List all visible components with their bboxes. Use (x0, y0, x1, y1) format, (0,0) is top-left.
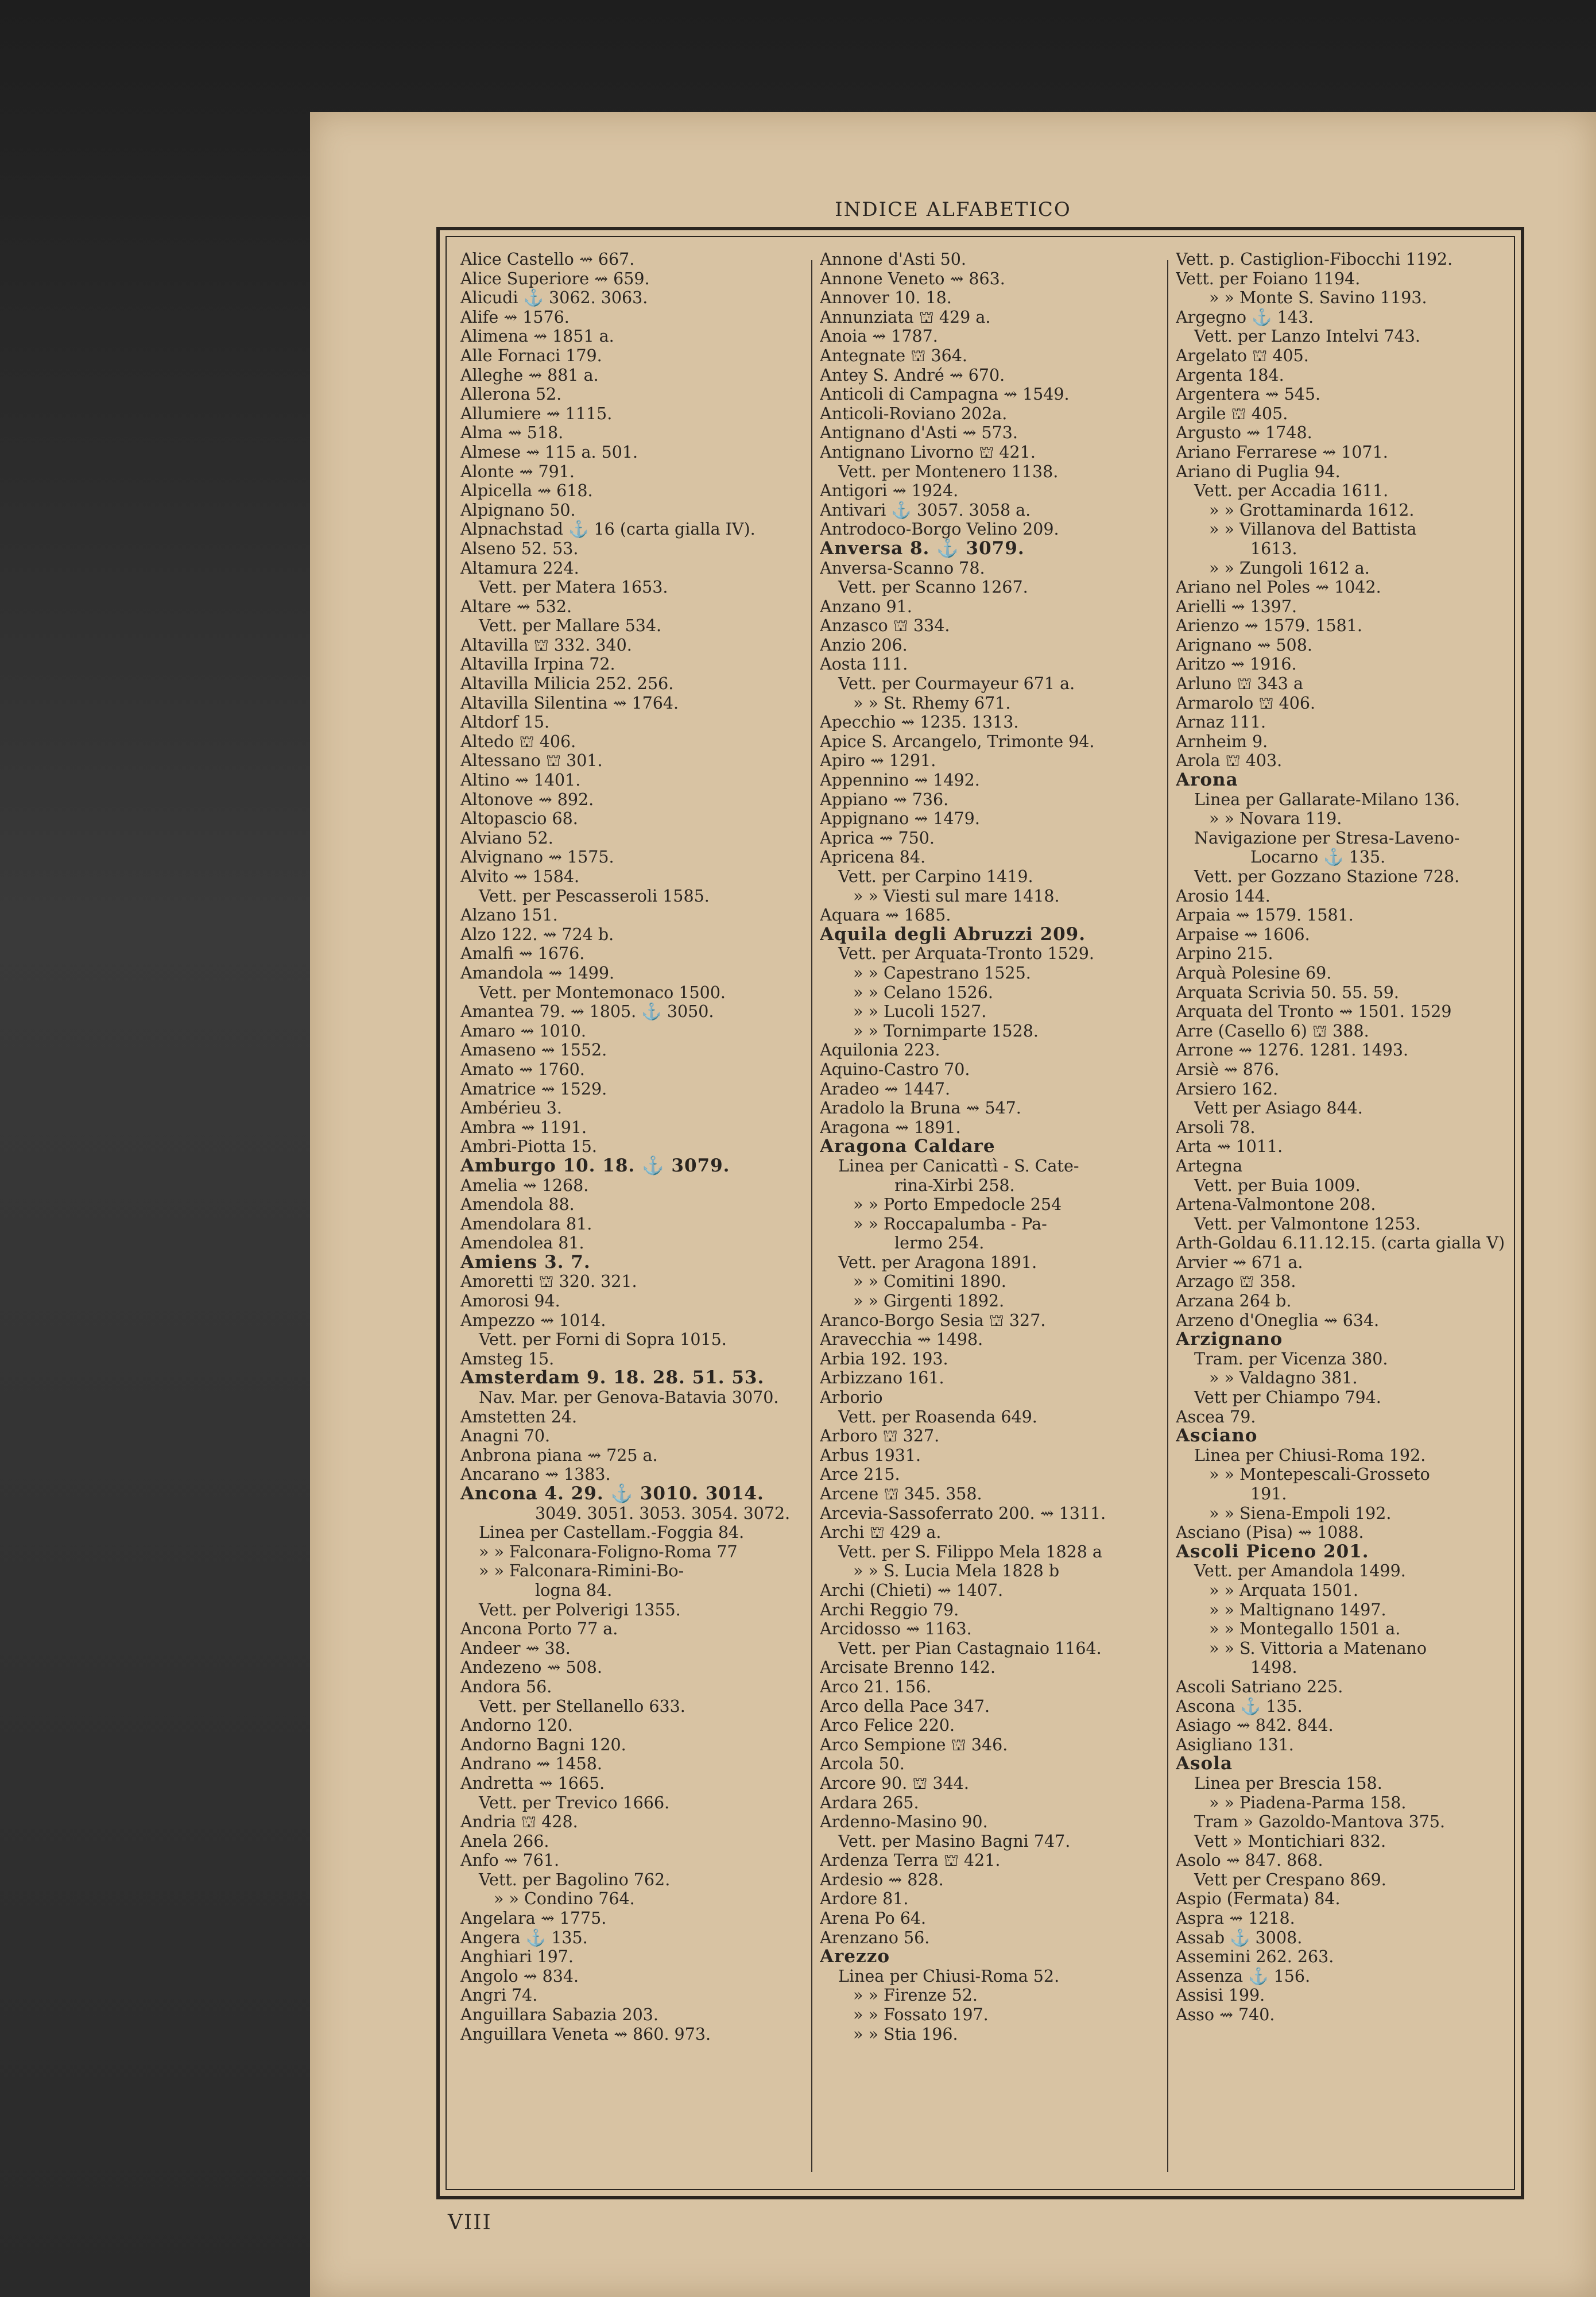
index-entry: » » Tornimparte 1528. (853, 1021, 1039, 1041)
index-entry: Apecchio ⇝ 1235. 1313. (820, 713, 1019, 732)
index-entry: Angri 74. (460, 1986, 538, 2005)
index-column-2 (820, 250, 1164, 2182)
index-entry: Amiens 3. 7. (460, 1251, 591, 1273)
index-entry: Vett. per Arquata-Tronto 1529. (838, 944, 1094, 964)
index-entry: Argelato ⛫ 405. (1176, 346, 1309, 365)
index-entry: rina-Xirbi 258. (894, 1175, 1015, 1195)
index-entry: Antivari ⚓ 3057. 3058 a. (820, 500, 1031, 520)
index-entry: Altopascio 68. (460, 809, 578, 829)
index-entry: » » Girgenti 1892. (853, 1291, 1005, 1311)
index-entry: Vett. per Accadia 1611. (1194, 481, 1389, 501)
index-entry: Appiano ⇝ 736. (820, 790, 949, 809)
index-entry: » » St. Rhemy 671. (853, 693, 1011, 713)
index-entry: Alle Fornaci 179. (460, 346, 602, 365)
index-entry: Aosta 111. (820, 655, 908, 674)
index-entry: Assisi 199. (1176, 1986, 1265, 2005)
index-entry: Anzano 91. (820, 597, 912, 616)
index-entry: Arnheim 9. (1176, 732, 1268, 751)
index-entry: Vett. p. Castiglion-Fibocchi 1192. (1176, 250, 1453, 269)
index-entry: Amantea 79. ⇝ 1805. ⚓ 3050. (460, 1002, 714, 1022)
index-entry: Alzano 151. (460, 906, 558, 925)
index-entry: Aragona Caldare (820, 1136, 995, 1157)
index-column-3 (1176, 250, 1520, 2182)
index-entry: Ariano di Puglia 94. (1176, 462, 1341, 481)
index-entry: Vett. per Stellanello 633. (479, 1696, 685, 1716)
index-entry: Asigliano 131. (1176, 1735, 1294, 1754)
index-entry: Arnaz 111. (1176, 713, 1266, 732)
index-entry: Arosio 144. (1176, 886, 1270, 906)
index-entry: Arre (Casello 6) ⛫ 388. (1176, 1021, 1369, 1041)
index-entry: Asola (1176, 1753, 1233, 1774)
index-entry: Vett. per Mallare 534. (479, 616, 662, 636)
index-entry: Anghiari 197. (460, 1947, 574, 1967)
index-entry: Ardara 265. (820, 1793, 919, 1812)
index-entry: Arta ⇝ 1011. (1176, 1137, 1283, 1157)
index-entry: Alicudi ⚓ 3062. 3063. (460, 288, 648, 308)
index-entry: Argentera ⇝ 545. (1176, 385, 1321, 404)
index-entry: » » Roccapalumba - Pa- (853, 1214, 1047, 1233)
index-entry: Alpicella ⇝ 618. (460, 481, 593, 501)
index-entry: Altessano ⛫ 301. (460, 751, 603, 771)
index-entry: Arluno ⛫ 343 a (1176, 674, 1303, 694)
index-entry: Alseno 52. 53. (460, 539, 579, 558)
index-entry: Altdorf 15. (460, 713, 550, 732)
index-entry: Arbia 192. 193. (820, 1349, 948, 1368)
index-entry: Vett. per Masino Bagni 747. (838, 1831, 1071, 1851)
index-entry: Apice S. Arcangelo, Trimonte 94. (820, 732, 1095, 751)
index-entry: Ascoli Piceno 201. (1176, 1541, 1369, 1562)
index-entry: Vett per Asiago 844. (1194, 1099, 1363, 1118)
index-entry: Arrone ⇝ 1276. 1281. 1493. (1176, 1041, 1409, 1060)
index-entry: Asolo ⇝ 847. 868. (1176, 1851, 1323, 1870)
index-entry: Arcevia-Sassoferrato 200. ⇝ 1311. (820, 1503, 1106, 1523)
index-entry: Aravecchia ⇝ 1498. (820, 1330, 983, 1349)
index-entry: Angera ⚓ 135. (460, 1928, 588, 1947)
index-entry: Arco della Pace 347. (820, 1696, 990, 1716)
index-entry: Aspra ⇝ 1218. (1176, 1909, 1295, 1928)
index-entry: » » Viesti sul mare 1418. (853, 886, 1060, 906)
index-entry: Aspio (Fermata) 84. (1176, 1889, 1341, 1909)
index-entry: 1498. (1250, 1658, 1297, 1677)
index-entry: Andrano ⇝ 1458. (460, 1754, 602, 1774)
index-entry: Arbizzano 161. (820, 1368, 944, 1388)
index-entry: Vett. per Forni di Sopra 1015. (479, 1330, 727, 1349)
index-entry: Vett. per Aragona 1891. (838, 1252, 1037, 1272)
index-entry: Antegnate ⛫ 364. (820, 346, 967, 365)
index-entry: Anoia ⇝ 1787. (820, 327, 938, 346)
index-entry: Asiago ⇝ 842. 844. (1176, 1716, 1334, 1735)
index-entry: Andria ⛫ 428. (460, 1812, 578, 1832)
index-entry: Anguillara Veneta ⇝ 860. 973. (460, 2024, 711, 2044)
index-entry: Anfo ⇝ 761. (460, 1851, 560, 1870)
index-entry: Vett. per Scanno 1267. (838, 578, 1028, 597)
index-entry: 3049. 3051. 3053. 3054. 3072. (535, 1503, 791, 1523)
index-entry: Arce 215. (820, 1465, 900, 1484)
index-entry: Vett. per Gozzano Stazione 728. (1194, 867, 1460, 886)
book-page (310, 112, 1596, 2297)
index-entry: Linea per Gallarate-Milano 136. (1194, 790, 1461, 809)
index-entry: Aquila degli Abruzzi 209. (820, 923, 1086, 945)
index-entry: » » Montepescali-Grosseto (1209, 1465, 1430, 1484)
index-entry: Vett. per Buia 1009. (1194, 1175, 1361, 1195)
index-entry: Almese ⇝ 115 a. 501. (460, 442, 638, 462)
index-entry: Allumiere ⇝ 1115. (460, 404, 613, 423)
index-entry: » » Condino 764. (494, 1889, 635, 1909)
index-entry: Asciano (Pisa) ⇝ 1088. (1176, 1523, 1364, 1542)
index-entry: » » Falconara-Foligno-Roma 77 (479, 1542, 738, 1561)
index-entry: Arona (1176, 769, 1238, 791)
page-header: INDICE ALFABETICO (835, 198, 1071, 221)
index-entry: Linea per Brescia 158. (1194, 1773, 1382, 1793)
index-entry: Arvier ⇝ 671 a. (1176, 1252, 1303, 1272)
index-entry: Ardenno-Masino 90. (820, 1812, 988, 1832)
index-entry: Vett. per S. Filippo Mela 1828 a (838, 1542, 1102, 1561)
index-entry: Ascoli Satriano 225. (1176, 1677, 1343, 1696)
index-entry: » » Villanova del Battista (1209, 520, 1417, 539)
index-entry: Altamura 224. (460, 558, 579, 578)
index-entry: Altavilla Silentina ⇝ 1764. (460, 693, 679, 713)
index-entry: Altedo ⛫ 406. (460, 732, 576, 751)
index-entry: Alvito ⇝ 1584. (460, 867, 580, 886)
index-entry: Arborio (820, 1388, 883, 1407)
index-entry: Arzignano (1176, 1329, 1283, 1350)
index-entry: » » Montegallo 1501 a. (1209, 1619, 1401, 1639)
index-entry: Arenzano 56. (820, 1928, 930, 1947)
index-entry: » » Celano 1526. (853, 983, 993, 1002)
index-entry: Amendolara 81. (460, 1214, 592, 1233)
index-entry: Vett. per Pian Castagnaio 1164. (838, 1638, 1102, 1658)
index-entry: » » Firenze 52. (853, 1986, 978, 2005)
index-entry: » » Piadena-Parma 158. (1209, 1793, 1407, 1812)
index-entry: Ambérieu 3. (460, 1099, 562, 1118)
index-entry: Amatrice ⇝ 1529. (460, 1079, 607, 1099)
index-column-1 (460, 250, 805, 2182)
index-entry: Annover 10. 18. (820, 288, 952, 308)
index-entry: Anversa-Scanno 78. (820, 558, 985, 578)
index-entry: Anela 266. (460, 1831, 549, 1851)
index-entry: » » Falconara-Rimini-Bo- (479, 1561, 684, 1581)
index-entry: Vett. per Trevico 1666. (479, 1793, 670, 1812)
index-entry: Alviano 52. (460, 828, 553, 848)
index-entry: Andretta ⇝ 1665. (460, 1773, 605, 1793)
index-entry: Anticoli-Roviano 202a. (820, 404, 1008, 423)
index-entry: Anguillara Sabazia 203. (460, 2005, 658, 2025)
index-entry: Antignano Livorno ⛫ 421. (820, 442, 1036, 462)
index-entry: Ascea 79. (1176, 1407, 1256, 1426)
index-entry: Arco 21. 156. (820, 1677, 932, 1696)
index-entry: Altavilla Milicia 252. 256. (460, 674, 674, 694)
index-entry: Amaseno ⇝ 1552. (460, 1041, 607, 1060)
index-entry: Navigazione per Stresa-Laveno- (1194, 828, 1460, 848)
index-entry: » » Monte S. Savino 1193. (1209, 288, 1427, 308)
index-entry: Appignano ⇝ 1479. (820, 809, 980, 829)
index-entry: Aradeo ⇝ 1447. (820, 1079, 951, 1099)
index-entry: Anticoli di Campagna ⇝ 1549. (820, 385, 1070, 404)
index-entry: Aradolo la Bruna ⇝ 547. (820, 1099, 1021, 1118)
index-entry: Anversa 8. ⚓ 3079. (820, 537, 1025, 559)
index-entry: Amalfi ⇝ 1676. (460, 944, 585, 964)
index-entry: Archi Reggio 79. (820, 1600, 959, 1619)
index-entry: Anagni 70. (460, 1426, 551, 1446)
index-entry: Ardenza Terra ⛫ 421. (820, 1851, 1001, 1870)
index-entry: Vett. per Bagolino 762. (479, 1870, 671, 1889)
index-entry: Vett. per Valmontone 1253. (1194, 1214, 1421, 1233)
index-entry: Arsoli 78. (1176, 1117, 1256, 1137)
index-entry: » » Siena-Empoli 192. (1209, 1503, 1392, 1523)
index-entry: Altare ⇝ 532. (460, 597, 572, 616)
index-entry: Amendolea 81. (460, 1233, 584, 1253)
index-entry: Amaro ⇝ 1010. (460, 1021, 586, 1041)
index-entry: Vett. per Montenero 1138. (838, 462, 1059, 481)
index-entry: Angelara ⇝ 1775. (460, 1909, 607, 1928)
index-entry: Arquata del Tronto ⇝ 1501. 1529 (1176, 1002, 1452, 1022)
index-entry: Arzeno d'Oneglia ⇝ 634. (1176, 1310, 1380, 1330)
index-entry: Andora 56. (460, 1677, 552, 1696)
index-entry: Ancona Porto 77 a. (460, 1619, 618, 1639)
index-entry: Arena Po 64. (820, 1909, 927, 1928)
index-entry: Arco Felice 220. (820, 1716, 955, 1735)
index-entry: Ancona 4. 29. ⚓ 3010. 3014. (460, 1483, 764, 1504)
index-entry: Arpino 215. (1176, 944, 1273, 964)
index-entry: logna 84. (535, 1580, 613, 1600)
index-entry: » » Zungoli 1612 a. (1209, 558, 1370, 578)
index-entry: Ancarano ⇝ 1383. (460, 1465, 611, 1484)
index-entry: Andeer ⇝ 38. (460, 1638, 571, 1658)
index-entry: Assenza ⚓ 156. (1176, 1966, 1311, 1986)
index-entry: Antey S. André ⇝ 670. (820, 365, 1005, 385)
index-entry: Alleghe ⇝ 881 a. (460, 365, 599, 385)
index-entry: Anbrona piana ⇝ 725 a. (460, 1445, 658, 1465)
index-entry: Altavilla ⛫ 332. 340. (460, 635, 632, 655)
index-entry: Assemini 262. 263. (1176, 1947, 1334, 1967)
index-entry: » » Porto Empedocle 254 (853, 1195, 1062, 1215)
index-entry: » » Lucoli 1527. (853, 1002, 987, 1022)
index-entry: » » Grottaminarda 1612. (1209, 500, 1415, 520)
index-entry: Vett. per Roasenda 649. (838, 1407, 1037, 1426)
index-entry: Artena-Valmontone 208. (1176, 1195, 1376, 1215)
index-entry: Vett per Chiampo 794. (1194, 1388, 1381, 1407)
index-entry: Vett. per Lanzo Intelvi 743. (1194, 327, 1420, 346)
index-entry: » » S. Lucia Mela 1828 b (853, 1561, 1060, 1581)
index-entry: Antignano d'Asti ⇝ 573. (820, 423, 1018, 443)
index-entry: Anzio 206. (820, 635, 908, 655)
index-entry: Arsiero 162. (1176, 1079, 1279, 1099)
index-entry: Vett per Crespano 869. (1194, 1870, 1386, 1889)
index-entry: Andezeno ⇝ 508. (460, 1658, 602, 1677)
index-entry: Amsterdam 9. 18. 28. 51. 53. (460, 1367, 765, 1389)
index-entry: Arth-Goldau 6.11.12.15. (carta gialla V) (1176, 1233, 1505, 1253)
index-entry: Andorno Bagni 120. (460, 1735, 626, 1754)
index-entry: Arcisate Brenno 142. (820, 1658, 996, 1677)
index-entry: Aragona ⇝ 1891. (820, 1117, 961, 1137)
index-entry: Asciano (1176, 1425, 1258, 1447)
index-entry: Alife ⇝ 1576. (460, 307, 570, 327)
index-entry: Vett. per Amandola 1499. (1194, 1561, 1406, 1581)
index-entry: Tram » Gazoldo-Mantova 375. (1194, 1812, 1446, 1832)
index-entry: Apiro ⇝ 1291. (820, 751, 936, 771)
index-entry: 1613. (1250, 539, 1297, 558)
index-entry: » » Valdagno 381. (1209, 1368, 1358, 1388)
index-entry: Alvignano ⇝ 1575. (460, 848, 614, 867)
index-entry: Arsiè ⇝ 876. (1176, 1059, 1280, 1079)
column-rule (811, 260, 812, 2172)
index-entry: Vett. per Matera 1653. (479, 578, 668, 597)
index-entry: Ascona ⚓ 135. (1176, 1696, 1303, 1716)
index-entry: Annone d'Asti 50. (820, 250, 966, 269)
index-entry: » » Stia 196. (853, 2024, 958, 2044)
index-entry: Arquata Scrivia 50. 55. 59. (1176, 983, 1399, 1002)
index-entry: Argile ⛫ 405. (1176, 404, 1288, 423)
index-entry: Amato ⇝ 1760. (460, 1059, 585, 1079)
text-frame (436, 227, 1524, 2199)
index-entry: » » Capestrano 1525. (853, 963, 1031, 983)
index-entry: Arzago ⛫ 358. (1176, 1272, 1296, 1291)
index-entry: Argenta 184. (1176, 365, 1284, 385)
index-entry: Allerona 52. (460, 385, 562, 404)
index-entry: Amorosi 94. (460, 1291, 560, 1311)
index-entry: Archi (Chieti) ⇝ 1407. (820, 1580, 1004, 1600)
index-entry: Altavilla Irpina 72. (460, 655, 615, 674)
index-entry: Amstetten 24. (460, 1407, 578, 1426)
index-entry: lermo 254. (894, 1233, 985, 1253)
index-entry: Amoretti ⛫ 320. 321. (460, 1272, 637, 1291)
index-entry: Ampezzo ⇝ 1014. (460, 1310, 606, 1330)
index-entry: Amburgo 10. 18. ⚓ 3079. (460, 1155, 730, 1176)
column-rule (1167, 260, 1168, 2172)
index-entry: Arola ⛫ 403. (1176, 751, 1283, 771)
index-entry: Ardesio ⇝ 828. (820, 1870, 944, 1889)
index-entry: Arienzo ⇝ 1579. 1581. (1176, 616, 1362, 636)
index-entry: Arcore 90. ⛫ 344. (820, 1773, 969, 1793)
index-entry: Linea per Castellam.-Foggia 84. (479, 1523, 745, 1542)
index-entry: Altonove ⇝ 892. (460, 790, 594, 809)
index-entry: Antrodoco-Borgo Velino 209. (820, 520, 1059, 539)
index-entry: » » Comitini 1890. (853, 1272, 1006, 1291)
index-entry: Vett. per Polverigi 1355. (479, 1600, 681, 1619)
index-entry: Vett. per Montemonaco 1500. (479, 983, 726, 1002)
index-entry: Locarno ⚓ 135. (1250, 848, 1386, 867)
index-entry: Artegna (1176, 1156, 1243, 1175)
index-entry: Arzana 264 b. (1176, 1291, 1292, 1311)
index-entry: Argusto ⇝ 1748. (1176, 423, 1312, 443)
index-entry: Alice Superiore ⇝ 659. (460, 269, 650, 288)
index-entry: Alzo 122. ⇝ 724 b. (460, 925, 614, 944)
index-entry: Amsteg 15. (460, 1349, 555, 1368)
index-entry: Antigori ⇝ 1924. (820, 481, 959, 501)
index-entry: Angolo ⇝ 834. (460, 1966, 579, 1986)
index-entry: Andorno 120. (460, 1716, 573, 1735)
index-entry: Alpignano 50. (460, 500, 576, 520)
index-entry: Aquilonia 223. (820, 1041, 940, 1060)
index-entry: Amendola 88. (460, 1195, 575, 1215)
index-entry: Asso ⇝ 740. (1176, 2005, 1275, 2025)
index-entry: Linea per Chiusi-Roma 192. (1194, 1445, 1426, 1465)
index-entry: Ambra ⇝ 1191. (460, 1117, 587, 1137)
index-entry: 191. (1250, 1484, 1287, 1503)
index-entry: Aranco-Borgo Sesia ⛫ 327. (820, 1310, 1046, 1330)
index-entry: » » Arquata 1501. (1209, 1580, 1358, 1600)
index-entry: Annunziata ⛫ 429 a. (820, 307, 991, 327)
index-entry: Arignano ⇝ 508. (1176, 635, 1312, 655)
index-entry: Alma ⇝ 518. (460, 423, 564, 443)
index-entry: » » S. Vittoria a Matenano (1209, 1638, 1427, 1658)
index-entry: Tram. per Vicenza 380. (1194, 1349, 1388, 1368)
index-entry: Anzasco ⛫ 334. (820, 616, 950, 636)
index-entry: Vett » Montichiari 832. (1194, 1831, 1386, 1851)
index-entry: Arcidosso ⇝ 1163. (820, 1619, 972, 1639)
index-entry: Arquà Polesine 69. (1176, 963, 1332, 983)
index-entry: Arcola 50. (820, 1754, 905, 1774)
index-entry: Aritzo ⇝ 1916. (1176, 655, 1297, 674)
index-entry: Arbus 1931. (820, 1445, 921, 1465)
index-entry: Alimena ⇝ 1851 a. (460, 327, 614, 346)
index-entry: Arezzo (820, 1946, 890, 1967)
index-entry: Vett. per Pescasseroli 1585. (479, 886, 710, 906)
index-entry: Linea per Chiusi-Roma 52. (838, 1966, 1060, 1986)
index-entry: » » Novara 119. (1209, 809, 1342, 829)
index-entry: Arcene ⛫ 345. 358. (820, 1484, 982, 1503)
index-entry: Amandola ⇝ 1499. (460, 963, 615, 983)
index-entry: Nav. Mar. per Genova-Batavia 3070. (479, 1388, 779, 1407)
index-entry: Armarolo ⛫ 406. (1176, 693, 1316, 713)
index-entry: Aquino-Castro 70. (820, 1059, 970, 1079)
index-entry: Aprica ⇝ 750. (820, 828, 935, 848)
index-entry: Altino ⇝ 1401. (460, 771, 581, 790)
index-entry: Vett. per Courmayeur 671 a. (838, 674, 1075, 694)
index-entry: Amelia ⇝ 1268. (460, 1175, 589, 1195)
index-entry: Ariano nel Poles ⇝ 1042. (1176, 578, 1381, 597)
index-entry: Arielli ⇝ 1397. (1176, 597, 1297, 616)
index-entry: Ardore 81. (820, 1889, 909, 1909)
index-entry: Vett. per Carpino 1419. (838, 867, 1033, 886)
index-entry: Argegno ⚓ 143. (1176, 307, 1314, 327)
index-entry: » » Fossato 197. (853, 2005, 989, 2025)
index-entry: Ambri-Piotta 15. (460, 1137, 597, 1157)
index-entry: Linea per Canicattì - S. Cate- (838, 1156, 1079, 1175)
index-entry: Assab ⚓ 3008. (1176, 1928, 1303, 1947)
index-entry: Alice Castello ⇝ 667. (460, 250, 635, 269)
index-entry: Annone Veneto ⇝ 863. (820, 269, 1005, 288)
index-entry: Vett. per Foiano 1194. (1176, 269, 1361, 288)
text-frame-inner (446, 236, 1515, 2190)
index-entry: Aquara ⇝ 1685. (820, 906, 951, 925)
index-entry: Alpnachstad ⚓ 16 (carta gialla IV). (460, 520, 756, 539)
index-entry: Arco Sempione ⛫ 346. (820, 1735, 1008, 1754)
index-entry: Arpaise ⇝ 1606. (1176, 925, 1310, 944)
index-entry: Arpaia ⇝ 1579. 1581. (1176, 906, 1354, 925)
index-entry: Ariano Ferrarese ⇝ 1071. (1176, 442, 1388, 462)
index-entry: Archi ⛫ 429 a. (820, 1523, 942, 1542)
page-number: VIII (448, 2211, 492, 2234)
index-entry: » » Maltignano 1497. (1209, 1600, 1386, 1619)
index-entry: Alonte ⇝ 791. (460, 462, 575, 481)
index-entry: Appennino ⇝ 1492. (820, 771, 980, 790)
index-entry: Arboro ⛫ 327. (820, 1426, 940, 1446)
index-entry: Apricena 84. (820, 848, 926, 867)
